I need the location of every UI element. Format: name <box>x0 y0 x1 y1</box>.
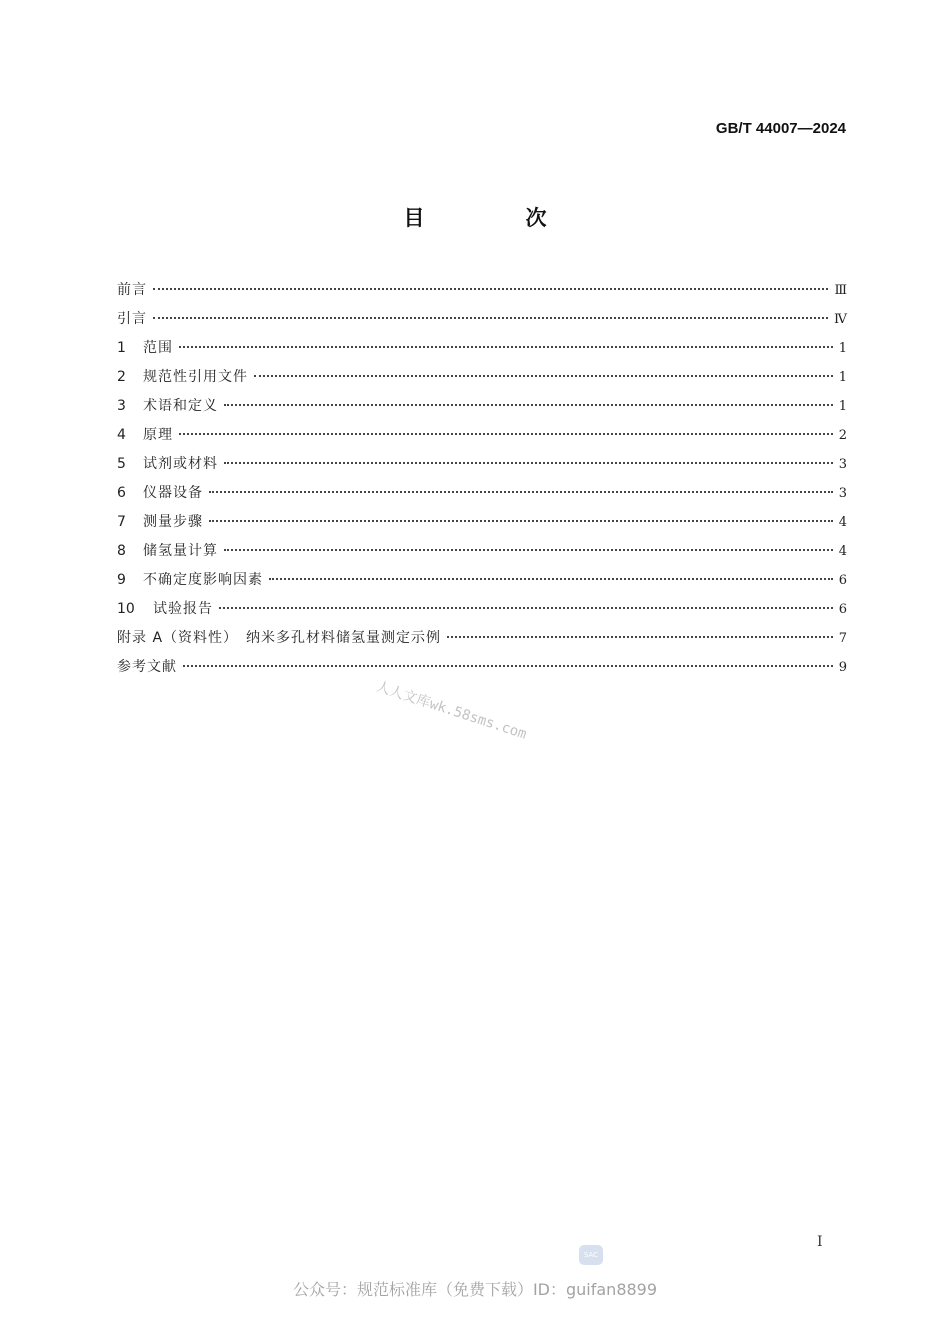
toc-entry-number: 4 <box>117 427 126 443</box>
toc-entry-label: 原理 <box>143 427 173 443</box>
toc-entry-principle[interactable] <box>117 425 847 454</box>
toc-entry-page: Ⅳ <box>834 312 847 327</box>
toc-entry-label: 不确定度影响因素 <box>143 572 263 588</box>
toc-entry-label: 试剂或材料 <box>143 456 218 472</box>
toc-leader-dots <box>224 404 833 406</box>
toc-entry-page: 1 <box>838 341 847 356</box>
toc-entry-page: 6 <box>838 573 847 588</box>
toc-entry-page: Ⅲ <box>834 283 847 298</box>
toc-entry-page: 7 <box>838 631 847 646</box>
toc-leader-dots <box>179 433 833 435</box>
toc-entry-procedure[interactable] <box>117 512 847 541</box>
toc-leader-dots <box>209 491 833 493</box>
toc-entry-terms[interactable] <box>117 396 847 425</box>
toc-leader-dots <box>153 317 828 319</box>
toc-entry-number: 5 <box>117 456 126 472</box>
watermark: 人人文库wk.58sms.com <box>374 678 529 743</box>
toc-entry-apparatus[interactable] <box>117 483 847 512</box>
toc-entry-number: 1 <box>117 340 126 356</box>
toc-leader-dots <box>224 462 833 464</box>
sac-logo-icon: SAC <box>579 1245 603 1265</box>
toc-entry-label: 术语和定义 <box>143 398 218 414</box>
toc-entry-page: 4 <box>838 544 847 559</box>
toc-leader-dots <box>209 520 833 522</box>
toc-entry-page: 6 <box>838 602 847 617</box>
toc-leader-dots <box>219 607 833 609</box>
toc-leader-dots <box>179 346 833 348</box>
toc-entry-label: 附录 A（资料性） 纳米多孔材料储氢量测定示例 <box>117 630 442 646</box>
toc-entry-reagents[interactable] <box>117 454 847 483</box>
toc-leader-dots <box>183 665 833 667</box>
toc-entry-introduction[interactable] <box>117 309 847 338</box>
toc-leader-dots <box>153 288 828 290</box>
toc-entry-label: 引言 <box>117 311 147 327</box>
page-title: 目 次 <box>403 206 587 230</box>
toc-entry-bibliography[interactable] <box>117 657 847 686</box>
toc-entry-page: 4 <box>838 515 847 530</box>
toc-entry-page: 1 <box>838 399 847 414</box>
toc-entry-label: 参考文献 <box>117 659 177 675</box>
toc-entry-uncertainty[interactable] <box>117 570 847 599</box>
toc-entry-page: 2 <box>838 428 847 443</box>
toc-entry-page: 1 <box>838 370 847 385</box>
page-number: I <box>817 1234 823 1250</box>
table-of-contents <box>117 280 847 686</box>
toc-entry-page: 3 <box>838 457 847 472</box>
toc-entry-label: 试验报告 <box>153 601 213 617</box>
toc-leader-dots <box>447 636 833 638</box>
toc-entry-number: 6 <box>117 485 126 501</box>
toc-entry-page: 3 <box>838 486 847 501</box>
toc-entry-number: 10 <box>117 601 135 617</box>
toc-entry-label: 规范性引用文件 <box>143 369 248 385</box>
toc-entry-normative-references[interactable] <box>117 367 847 396</box>
toc-entry-foreword[interactable] <box>117 280 847 309</box>
toc-entry-test-report[interactable] <box>117 599 847 628</box>
toc-entry-page: 9 <box>838 660 847 675</box>
toc-entry-label: 仪器设备 <box>143 485 203 501</box>
standard-code: GB/T 44007—2024 <box>715 120 846 137</box>
footer-text: 公众号：规范标准库（免费下载）ID：guifan8899 <box>292 1280 658 1299</box>
toc-entry-number: 3 <box>117 398 126 414</box>
toc-leader-dots <box>224 549 833 551</box>
toc-entry-label: 前言 <box>117 282 147 298</box>
toc-entry-label: 范围 <box>143 340 173 356</box>
toc-entry-number: 9 <box>117 572 126 588</box>
toc-entry-number: 7 <box>117 514 126 530</box>
toc-entry-scope[interactable] <box>117 338 847 367</box>
toc-leader-dots <box>254 375 833 377</box>
toc-entry-label: 测量步骤 <box>143 514 203 530</box>
toc-entry-number: 2 <box>117 369 126 385</box>
toc-entry-number: 8 <box>117 543 126 559</box>
toc-leader-dots <box>269 578 833 580</box>
toc-entry-label: 储氢量计算 <box>143 543 218 559</box>
toc-entry-annex-a[interactable] <box>117 628 847 657</box>
toc-entry-calculation[interactable] <box>117 541 847 570</box>
